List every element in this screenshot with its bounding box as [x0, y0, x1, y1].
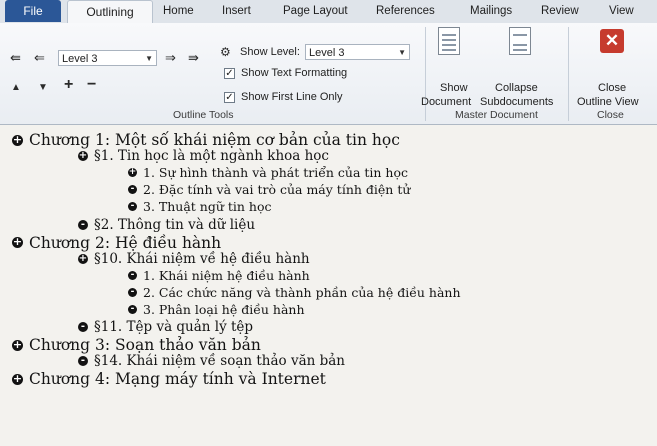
outline-item-text: 1. Sự hình thành và phát triển của tin học	[143, 165, 409, 181]
ribbon-tab-bar	[0, 0, 657, 24]
tab-outlining[interactable]: Outlining	[67, 0, 153, 24]
show-first-line-only-label: Show First Line Only	[241, 91, 343, 103]
promote-to-heading1-icon[interactable]: ⇚	[10, 50, 21, 65]
outline-item-text: §11. Tệp và quản lý tệp	[94, 319, 254, 336]
demote-icon[interactable]: ⇒	[165, 50, 176, 65]
show-level-label: Show Level:	[240, 46, 300, 58]
outline-item-level-1[interactable]	[12, 370, 326, 388]
outline-item-level-2[interactable]	[78, 319, 253, 335]
show-level-select[interactable]	[305, 44, 410, 60]
expand-heading-icon[interactable]: +	[78, 150, 88, 162]
no-subtext-icon[interactable]: -	[128, 185, 137, 194]
outline-item-text: Chương 4: Mạng máy tính và Internet	[29, 370, 326, 389]
expand-heading-icon[interactable]: +	[12, 235, 23, 249]
outline-item-text: §2. Thông tin và dữ liệu	[94, 216, 256, 233]
outline-item-level-1[interactable]	[12, 336, 261, 354]
no-subtext-icon[interactable]: -	[128, 202, 137, 211]
master-document-group-label: Master Document	[455, 109, 538, 121]
tab-insert[interactable]: Insert	[222, 5, 251, 17]
outline-item-text: 2. Các chức năng và thành phần của hệ điều hành	[143, 284, 461, 300]
outline-item-level-1[interactable]	[12, 131, 400, 149]
tab-view[interactable]: View	[609, 5, 634, 17]
show-text-formatting-checkbox[interactable]: ✓	[225, 68, 234, 79]
tab-file[interactable]: File	[5, 0, 61, 22]
outline-item-text: Chương 1: Một số khái niệm cơ bản của tin học	[29, 131, 400, 149]
chevron-down-icon: ▼	[398, 48, 406, 57]
no-subtext-icon[interactable]: -	[128, 271, 137, 280]
no-subtext-icon[interactable]: -	[78, 356, 88, 366]
outline-item-level-2[interactable]	[78, 217, 255, 233]
outline-item-text: 3. Thuật ngữ tin học	[143, 199, 272, 215]
outline-level-value: Level 3	[62, 53, 98, 65]
outline-item-level-2[interactable]	[78, 353, 345, 369]
outline-item-level-3[interactable]	[128, 268, 310, 283]
tab-references[interactable]: References	[376, 5, 435, 17]
ribbon	[0, 23, 657, 125]
outline-item-level-3[interactable]	[128, 302, 305, 317]
outline-level-select[interactable]	[58, 50, 157, 66]
promote-icon[interactable]: ⇐	[34, 50, 45, 65]
show-document-icon	[438, 27, 460, 55]
no-subtext-icon[interactable]: -	[78, 322, 88, 332]
show-document-label-1: Show	[440, 82, 468, 94]
outline-item-text: 1. Khái niệm hệ điều hành	[143, 267, 310, 283]
outline-tools-group-label: Outline Tools	[173, 109, 234, 121]
expand-heading-icon[interactable]: +	[78, 252, 88, 264]
outline-item-level-2[interactable]	[78, 251, 310, 267]
outline-item-text: §10. Khái niệm về hệ điều hành	[94, 250, 310, 267]
demote-to-body-text-icon[interactable]: ⇛	[188, 50, 199, 65]
outline-item-text: 3. Phân loại hệ điều hành	[143, 302, 305, 317]
tab-review[interactable]: Review	[541, 5, 579, 17]
show-level-icon: ⚙	[220, 45, 231, 59]
expand-heading-icon[interactable]: +	[128, 167, 137, 178]
expand-heading-icon[interactable]: +	[12, 371, 23, 385]
outline-item-level-1[interactable]	[12, 234, 221, 252]
tab-mailings[interactable]: Mailings	[470, 5, 513, 17]
tab-home[interactable]: Home	[163, 5, 194, 17]
document-area[interactable]	[0, 125, 657, 446]
show-document-label-2: Document	[421, 96, 472, 108]
outline-item-text: Chương 2: Hệ điều hành	[29, 233, 222, 252]
outline-item-level-2[interactable]	[78, 148, 329, 164]
outline-item-text: 2. Đặc tính và vai trò của máy tính điện tử	[143, 182, 411, 198]
close-icon: ✕	[600, 29, 624, 53]
chevron-down-icon: ▼	[145, 54, 153, 63]
show-text-formatting-label: Show Text Formatting	[241, 67, 348, 79]
outline-item-text: §14. Khái niệm về soạn thảo văn bản	[94, 353, 345, 370]
no-subtext-icon[interactable]: -	[128, 305, 137, 314]
collapse-icon[interactable]: −	[87, 76, 97, 93]
collapse-subdocuments-label-1: Collapse	[495, 82, 538, 94]
no-subtext-icon[interactable]: -	[128, 288, 137, 297]
expand-heading-icon[interactable]: +	[12, 337, 23, 351]
expand-icon[interactable]: +	[64, 76, 74, 93]
close-outline-view-label-2: Outline View	[577, 96, 639, 108]
outline-item-text: Chương 3: Soạn thảo văn bản	[29, 336, 261, 355]
outline-item-level-3[interactable]	[128, 285, 461, 300]
outline-item-level-3[interactable]	[128, 182, 410, 197]
show-level-value: Level 3	[309, 47, 345, 59]
group-separator	[568, 27, 569, 121]
move-down-icon[interactable]: ▼	[38, 82, 48, 93]
close-outline-view-label-1: Close	[598, 82, 627, 94]
outline-item-level-3[interactable]	[128, 165, 408, 180]
collapse-subdocuments-label-2: Subdocuments	[480, 96, 554, 108]
close-group-label: Close	[597, 109, 624, 121]
tab-page-layout[interactable]: Page Layout	[283, 5, 348, 17]
expand-heading-icon[interactable]: +	[12, 132, 23, 146]
collapse-subdocuments-icon	[509, 27, 531, 55]
show-first-line-only-checkbox[interactable]: ✓	[225, 92, 234, 103]
no-subtext-icon[interactable]: -	[78, 220, 88, 230]
outline-item-level-3[interactable]	[128, 199, 272, 214]
outline-item-text: §1. Tin học là một ngành khoa học	[94, 148, 329, 165]
move-up-icon[interactable]: ▲	[11, 82, 21, 93]
